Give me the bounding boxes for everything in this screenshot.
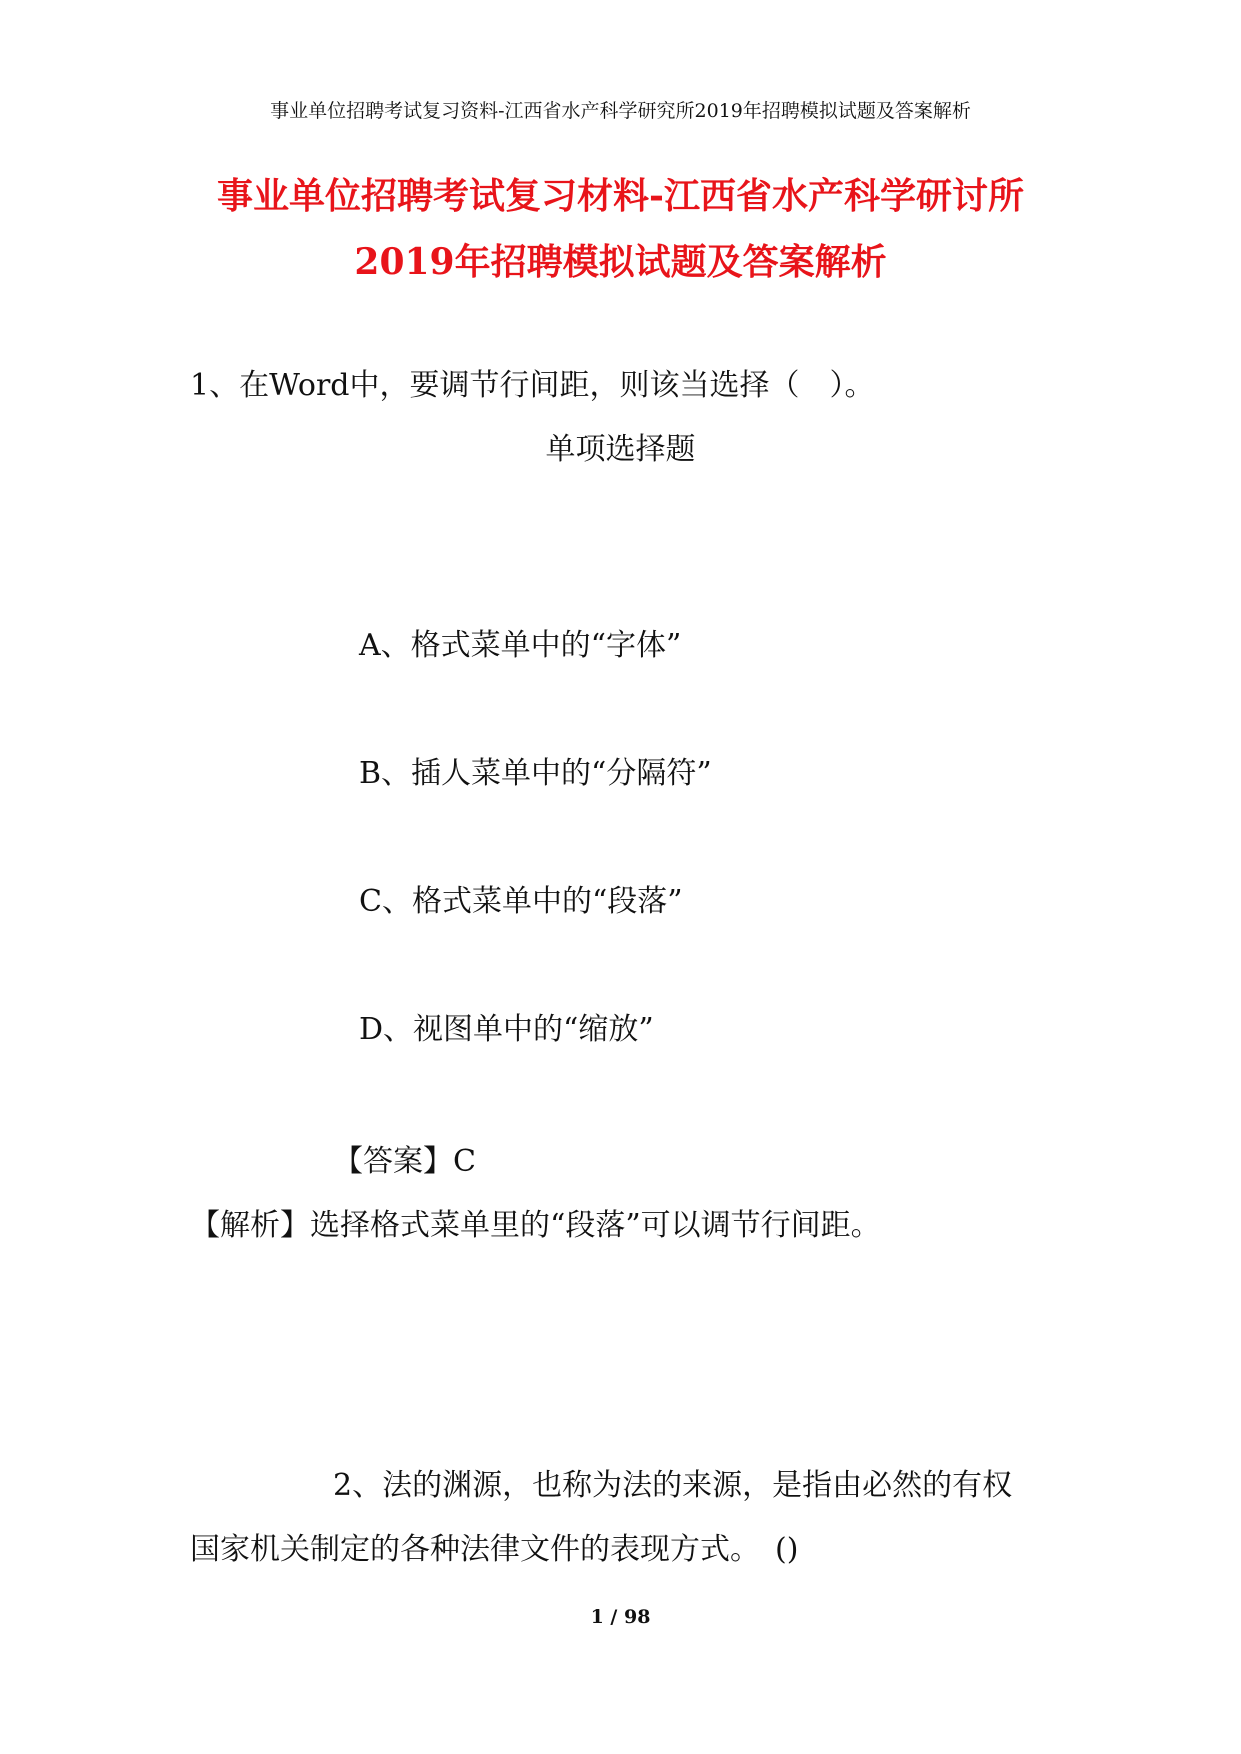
question-1-type: 单项选择题: [545, 432, 696, 467]
running-header: 事业单位招聘考试复习资料-江西省水产科学研究所2019年招聘模拟试题及答案解析: [270, 100, 971, 122]
document-title-line-2: 2019年招聘模拟试题及答案解析: [354, 241, 887, 283]
question-1-option-a: A、格式菜单中的“字体”: [359, 628, 682, 663]
question-1-option-c: C、格式菜单中的“段落”: [359, 884, 683, 919]
question-2-stem-line-2: 国家机关制定的各种法律文件的表现方式。 (): [190, 1532, 799, 1567]
question-1-option-b: B、插人菜单中的“分隔符”: [359, 756, 712, 791]
question-1-analysis: 【解析】选择格式菜单里的“段落”可以调节行间距。: [190, 1208, 881, 1243]
question-1-stem: 1、在Word中，要调节行间距，则该当选择（ ）。: [190, 368, 875, 403]
question-2-stem-line-1: 2、法的渊源，也称为法的来源，是指由必然的有权: [333, 1468, 1013, 1503]
document-title-line-1: 事业单位招聘考试复习材料-江西省水产科学研讨所: [217, 175, 1024, 217]
question-1-option-d: D、视图单中的“缩放”: [359, 1012, 654, 1047]
question-1-answer: 【答案】C: [333, 1144, 476, 1179]
page-number: 1 / 98: [590, 1606, 651, 1628]
